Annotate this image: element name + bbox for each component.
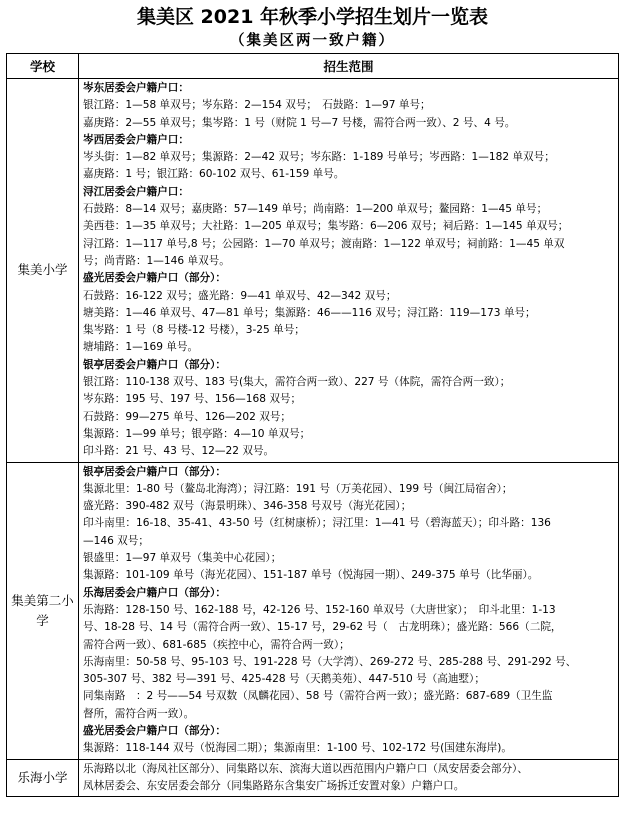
school-name-cell: 集美小学 <box>7 79 79 463</box>
range-line: 乐海南里：50-58 号、95-103 号、191-228 号（大学湾）、269-272 号、285-288 号、291-292 号、 <box>83 655 577 668</box>
range-line: 石鼓路：99—275 单号、126—202 双号； <box>83 410 291 423</box>
range-line: —146 双号； <box>83 534 149 547</box>
committee-heading: 盛光居委会户籍户口（部分）： <box>83 272 227 285</box>
page-title: 集美区 2021 年秋季小学招生划片一览表 <box>136 6 489 28</box>
range-line: 集源路：1—99 单号；银亭路：4—10 单双号； <box>83 427 311 440</box>
table-row <box>7 462 619 759</box>
committee-heading: 岑西居委会户籍户口： <box>83 133 189 146</box>
committee-heading: 浔江居委会户籍户口： <box>83 185 189 198</box>
range-line: 305-307 号、382 号—391 号、425-428 号（天鹅美苑）、447-510 号（高迪墅）； <box>83 673 485 686</box>
range-line: 美西巷：1—35 单双号；大社路：1—205 单双号；集岑路：6—206 双号；祠后路：1—145 单双号； <box>83 220 569 233</box>
range-line: 盛光路：390-482 双号（海景明珠）、346-358 号双号（海光花园）； <box>83 500 412 513</box>
committee-heading: 盛光居委会户籍户口（部分）： <box>83 724 227 737</box>
range-line: 号、18-28 号、14 号（需符合两一致）、15-17 号，29-62 号（ 古龙明珠）；盛光路：566（二院， <box>83 621 562 634</box>
range-line: 塘埔路：1—169 单号。 <box>83 341 199 354</box>
range-line: 印斗路：21 号、43 号、12—22 双号。 <box>83 445 275 458</box>
range-line: 银江路：110-138 双号、183 号(集大，需符合两一致）、227 号（体院，需符合两一致）； <box>83 376 511 389</box>
header-school: 学校 <box>7 54 79 79</box>
range-line: 石鼓路：16-122 双号；盛光路：9—41 单双号、42—342 双号； <box>83 289 397 302</box>
range-line: 集源北里：1-80 号（鳌岛北海湾）；浔江路：191 号（万美花园）、199 号（闽江局宿舍）； <box>83 482 513 495</box>
range-line: 号；尚青路：1—146 单双号。 <box>83 254 230 267</box>
range-line: 乐海路：128-150 号、162-188 号，42-126 号、152-160 单双号（大唐世家）； 印斗北里：1-13 <box>83 603 556 616</box>
range-line: 需符合两一致）、681-685（疾控中心，需符合两一致）； <box>83 638 350 651</box>
range-line: 督所，需符合两一致）。 <box>83 707 195 720</box>
table-row <box>7 759 619 797</box>
range-line: 银盛里：1—97 单双号（集美中心花园）； <box>83 552 282 565</box>
range-line: 塘美路：1—46 单双号、47—81 单号；集源路：46——116 双号；浔江路：119—173 单号； <box>83 306 536 319</box>
range-line: 岑头街：1—82 单双号；集源路：2—42 双号；岑东路：1-189 号单号；岑西路：1—182 单双号； <box>83 151 555 164</box>
range-line: 石鼓路：8—14 双号；嘉庚路：57—149 单号；尚南路：1—200 单双号；鳌园路：1—45 单号； <box>83 203 548 216</box>
committee-heading: 银亭居委会户籍户口（部分）： <box>83 358 227 371</box>
range-line: 集源路：101-109 单号（海光花园）、151-187 单号（悦海园一期）、249-375 单号（比华丽）。 <box>83 569 539 582</box>
table-body <box>7 79 619 797</box>
committee-heading: 银亭居委会户籍户口（部分）： <box>83 465 227 478</box>
enrollment-table <box>6 53 619 797</box>
table-header-row <box>7 54 619 79</box>
committee-heading: 乐海居委会户籍户口（部分）： <box>83 586 227 599</box>
range-line: 乐海路以北（海凤社区部分）、同集路以东、滨海大道以西范围内户籍户口（凤安居委会部分）、 <box>83 762 528 775</box>
range-line: 集源路：118-144 双号（悦海园二期）；集源南里：1-100 号、102-172 号(国建东海岸)。 <box>83 742 512 755</box>
range-line: 浔江路：1—117 单号,8 号；公园路：1—70 单双号；渡南路：1—122 单双号；祠前路：1—45 单双 <box>83 237 565 250</box>
range-line: 银江路：1—58 单双号；岑东路：2—154 双号； 石鼓路：1—97 单号； <box>83 99 431 112</box>
range-line: 嘉庚路：1 号；银江路：60-102 双号、61-159 单号。 <box>83 168 345 181</box>
table-row <box>7 79 619 463</box>
enrollment-range-cell <box>79 759 619 797</box>
range-line: 岑东路：195 号、197 号、156—168 双号； <box>83 393 302 406</box>
range-line: 印斗南里：16-18、35-41、43-50 号（红树康桥）；浔江里：1—41 号（碧海蓝天）；印斗路：136 <box>83 517 551 530</box>
school-name-cell: 集美第二小学 <box>7 462 79 759</box>
range-line: 同集南路 ：2 号——54 号双数（凤麟花园）、58 号（需符合两一致）；盛光路：687-689（卫生监 <box>83 690 553 703</box>
header-range: 招生范围 <box>79 54 619 79</box>
committee-heading: 岑东居委会户籍户口： <box>83 82 189 94</box>
school-name-cell: 乐海小学 <box>7 759 79 797</box>
enrollment-range-cell <box>79 462 619 759</box>
range-line: 集岑路：1 号（8 号楼-12 号楼），3-25 单号； <box>83 324 305 337</box>
range-line: 凤林居委会、东安居委会部分（同集路路东含集安广场拆迁安置对象）户籍户口。 <box>83 779 465 792</box>
page-subtitle: （集美区两一致户籍） <box>230 33 395 49</box>
enrollment-range-cell <box>79 79 619 463</box>
range-line: 嘉庚路：2—55 单双号；集岑路：1 号（财院 1 号—7 号楼，需符合两一致）、2 号、4 号。 <box>83 116 516 129</box>
